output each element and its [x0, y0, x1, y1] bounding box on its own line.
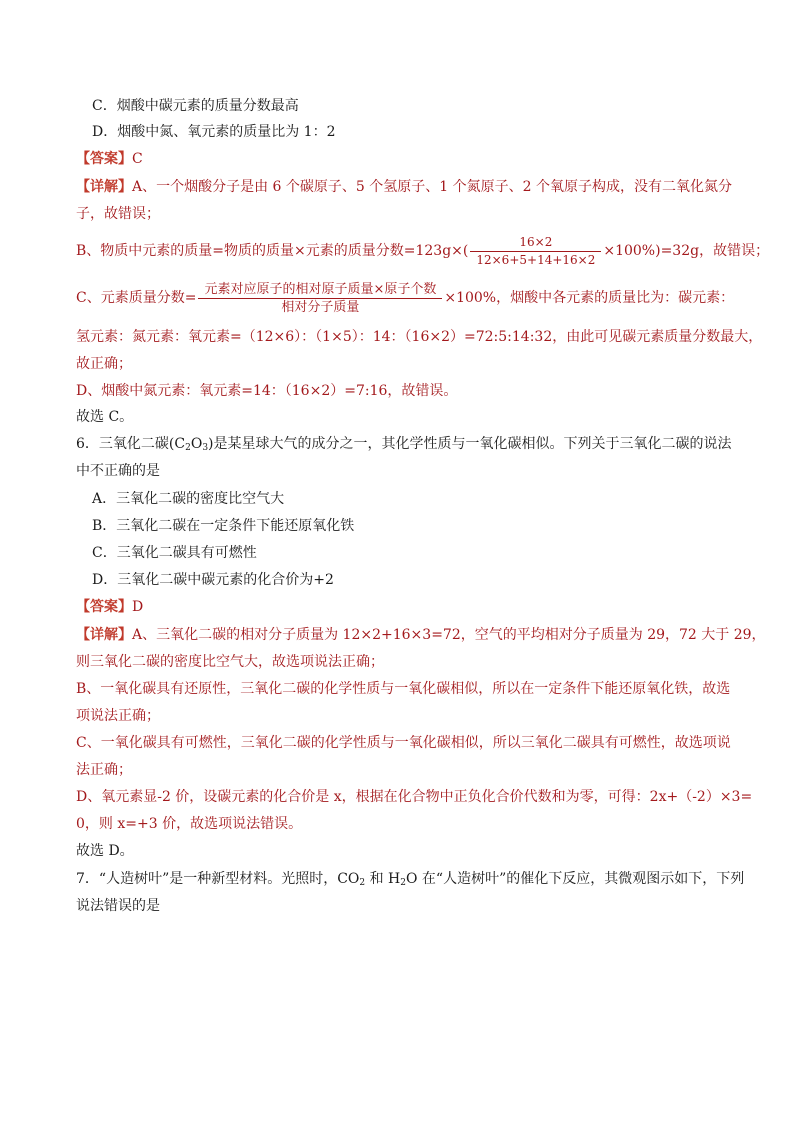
detail-b-prefix: B、物质中元素的质量=物质的质量×元素的质量分数=123g×( [76, 243, 469, 259]
detail-label: 【详解】 [76, 627, 132, 643]
q6-stem-text: 6．三氧化二碳(C [76, 436, 186, 452]
q6-detail-d-line2: 0，则 x=+3 价，故选项说法错误。 [76, 816, 303, 832]
q6-answer [76, 597, 726, 617]
subscript: 2 [359, 878, 366, 888]
fraction-numerator: 16×2 [470, 235, 601, 252]
q6-stem-line2: 中不正确的是 [76, 463, 160, 479]
q6-option-b: B．三氧化二碳在一定条件下能还原氧化铁 [92, 518, 355, 534]
answer-label: 【答案】 [76, 599, 132, 615]
q6-detail-c-line2: 法正确； [76, 762, 132, 778]
q5-detail-b [76, 234, 770, 268]
detail-label: 【详解】 [76, 179, 132, 195]
subscript: 2 [400, 878, 406, 888]
q6-detail-c-line1: C、一氧化碳具有可燃性，三氧化二碳的化学性质与一氧化碳相似，所以三氧化二碳具有可燃性，故选项说 [76, 735, 731, 751]
fraction-denominator: 12×6+5+14+16×2 [476, 252, 596, 267]
detail-b-suffix: ×100%)=32g，故错误； [603, 243, 770, 259]
q5-detail-c-line3: 故正确； [76, 356, 132, 372]
q6-detail-b-line2: 项说法正确； [76, 708, 160, 724]
q5-conclusion: 故选 C。 [76, 409, 134, 425]
q5-detail-d: D、烟酸中氮元素：氧元素=14：（16×2）=7:16，故错误。 [76, 383, 458, 399]
answer-label: 【答案】 [76, 151, 132, 167]
q6-option-a: A．三氧化二碳的密度比空气大 [92, 491, 285, 507]
q5-answer [76, 149, 726, 169]
q6-option-d: D．三氧化二碳中碳元素的化合价为+2 [92, 572, 334, 588]
q7-stem-line1 [76, 869, 745, 889]
detail-c-prefix: C、元素质量分数= [76, 290, 197, 306]
q7-stem-line2: 说法错误的是 [76, 898, 160, 914]
subscript: 3 [202, 443, 209, 453]
q6-stem-text: O [190, 436, 203, 452]
q6-stem-text: )是某星球大气的成分之一，其化学性质与一氧化碳相似。下列关于三氧化二碳的说法 [208, 436, 732, 452]
q7-stem-text: 和 H [365, 871, 401, 887]
q6-conclusion: 故选 D。 [76, 843, 134, 859]
fraction [470, 235, 601, 268]
answer-value: C [132, 151, 143, 167]
q6-detail-a-line1 [76, 625, 766, 645]
q7-stem-text: O 在“人造树叶”的催化下反应，其微观图示如下，下列 [406, 871, 745, 887]
fraction [198, 282, 442, 315]
q5-option-c: C．烟酸中碳元素的质量分数最高 [92, 98, 299, 114]
detail-c-suffix: ×100%，烟酸中各元素的质量比为：碳元素： [444, 290, 735, 306]
q6-detail-a-line2: 则三氧化二碳的密度比空气大，故选项说法正确； [76, 654, 384, 670]
subscript: 2 [185, 443, 191, 453]
q5-option-d: D．烟酸中氮、氧元素的质量比为 1：2 [92, 124, 336, 140]
q5-detail-a-line2: 子，故错误； [76, 206, 160, 222]
q6-detail-b-line1: B、一氧化碳具有还原性，三氧化二碳的化学性质与一氧化碳相似，所以在一定条件下能还原氧化铁，故选 [76, 681, 731, 697]
fraction-numerator: 元素对应原子的相对原子质量×原子个数 [198, 282, 442, 299]
q5-detail-c-line2: 氢元素：氮元素：氧元素=（12×6）：（1×5）：14：（16×2）=72:5:14:32，由此可见碳元素质量分数最大， [76, 329, 763, 345]
answer-value: D [132, 599, 144, 615]
q6-option-c: C．三氧化二碳具有可燃性 [92, 545, 257, 561]
q5-detail-a-line1 [76, 177, 732, 197]
detail-text: A、一个烟酸分子是由 6 个碳原子、5 个氢原子、1 个氮原子、2 个氧原子构成，没有二氧化氮分 [132, 179, 732, 195]
q6-stem-line1 [76, 434, 732, 454]
detail-text: A、三氧化二碳的相对分子质量为 12×2+16×3=72，空气的平均相对分子质量为 29，72 大于 29， [132, 627, 766, 643]
fraction-denominator: 相对分子质量 [281, 299, 360, 315]
q6-detail-d-line1: D、氧元素显-2 价，设碳元素的化合价是 x，根据在化合物中正负化合价代数和为零，可得：2x+（-2）×3= [76, 789, 753, 805]
q5-detail-c [76, 281, 735, 315]
q7-stem-text: 7．“人造树叶”是一种新型材料。光照时，CO [76, 871, 360, 887]
